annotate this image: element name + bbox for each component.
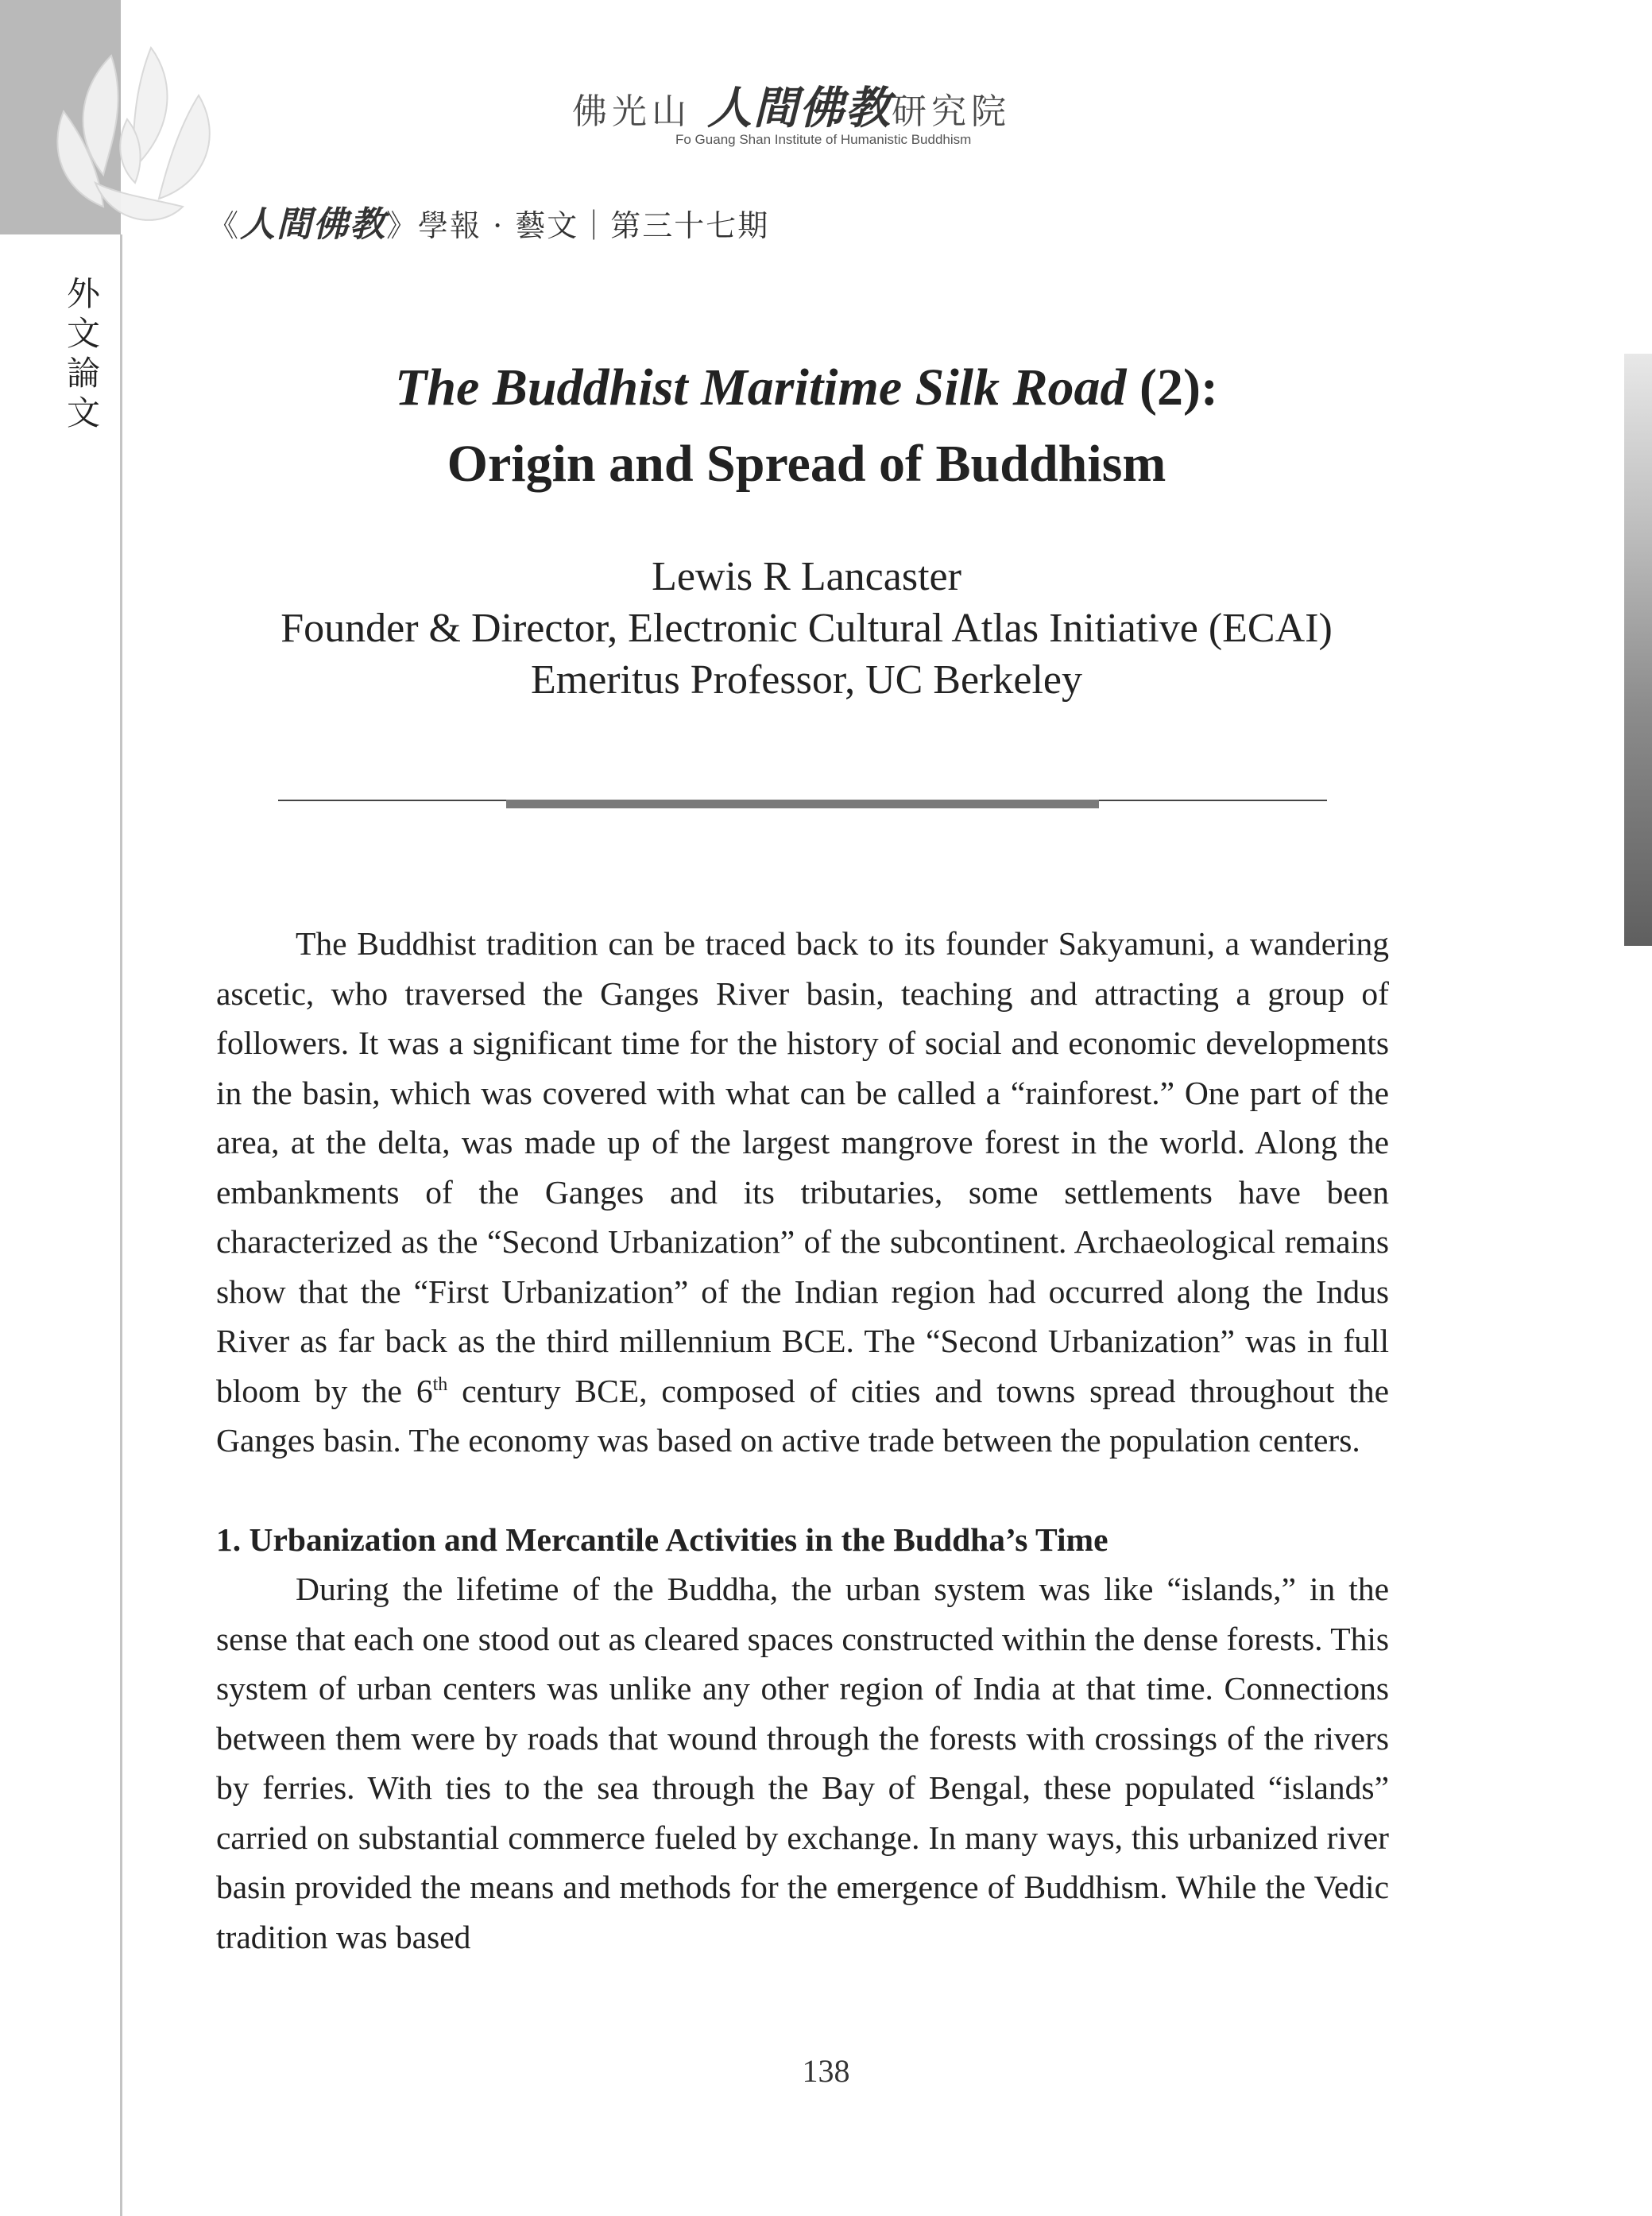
page-number: 138 [802,2053,850,2089]
article-title [159,350,1454,502]
separator-thick-rule [506,800,1099,808]
page-edge-image-strip [1624,354,1652,946]
side-label-char: 文 [66,393,100,432]
journal-issue: 》學報 · 藝文｜第三十七期 [386,208,770,243]
side-label-char: 論 [66,354,100,393]
section-heading-1: 1. Urbanization and Mercantile Activities in the Buddha’s Time [216,1521,1108,1558]
paragraph-1 [216,919,1389,1466]
paragraph-1-text-b: century BCE, composed of cities and towns spread throughout the Ganges basin. The economy was based on active trade between the population centers. [216,1372,1389,1459]
institute-prefix: 佛光山 [572,91,691,132]
author-block [159,551,1454,706]
side-label-char: 文 [66,314,100,353]
author-affiliation-1: Founder & Director, Electronic Cultural Atlas Initiative (ECAI) [280,606,1333,651]
journal-brand: 人間佛教 [240,204,387,245]
institute-suffix: 研究院 [892,91,1011,132]
paragraph-2: During the lifetime of the Buddha, the urban system was like “islands,” in the sense that each one stood out as cleared spaces constructed within the dense forests. This system of urban centers was unlike any other region of India at that time. Connections between them were by roads that wound through the forests with crossings of the rivers by ferries. With ties to the sea through the Bay of Bengal, these populated “islands” carried on substantial commerce fueled by exchange. In many ways, this urbanized river basin provided the means and methods for the emergence of Buddhism. While the Vedic tradition was based [216,1571,1389,1955]
title-line-1 [159,350,1454,426]
ordinal-superscript: th [432,1373,448,1395]
title-italic: The Buddhist Maritime Silk Road [395,358,1127,416]
article-body [216,919,1389,1962]
institute-brand: 人間佛教 [707,82,892,134]
paragraph-1-text-a: The Buddhist tradition can be traced back to its founder Sakyamuni, a wandering ascetic, who traversed the Ganges River basin, teaching and attracting a group of followers. It was a significant time for the history of social and economic developments in the basin, which was covered with what can be called a “rainforest.” One part of the area, at the delta, was made up of the largest mangrove forest in the world. Along the embankments of the Ganges and its tributaries, some settlements have been characterized as the “Second Urbanization” of the subcontinent. Archaeological remains show that the “First Urbanization” of the Indian region had occurred along the Indus River as far back as the third millennium BCE. The “Second Urbanization” was in full bloom by the 6 [216,925,1389,1409]
institute-name-english: Fo Guang Shan Institute of Humanistic Buddhism [675,132,972,147]
journal-running-head [208,196,923,246]
gutter-divider [120,234,122,2216]
title-line-2: Origin and Spread of Buddhism [447,435,1166,493]
author-affiliation-2: Emeritus Professor, UC Berkeley [530,657,1082,703]
title-number: (2): [1126,358,1218,416]
section-side-label [64,274,103,433]
journal-open-bracket: 《 [208,208,241,243]
author-name: Lewis R Lancaster [652,554,961,599]
side-label-char: 外 [66,274,100,313]
institute-name-chinese [572,73,1192,137]
